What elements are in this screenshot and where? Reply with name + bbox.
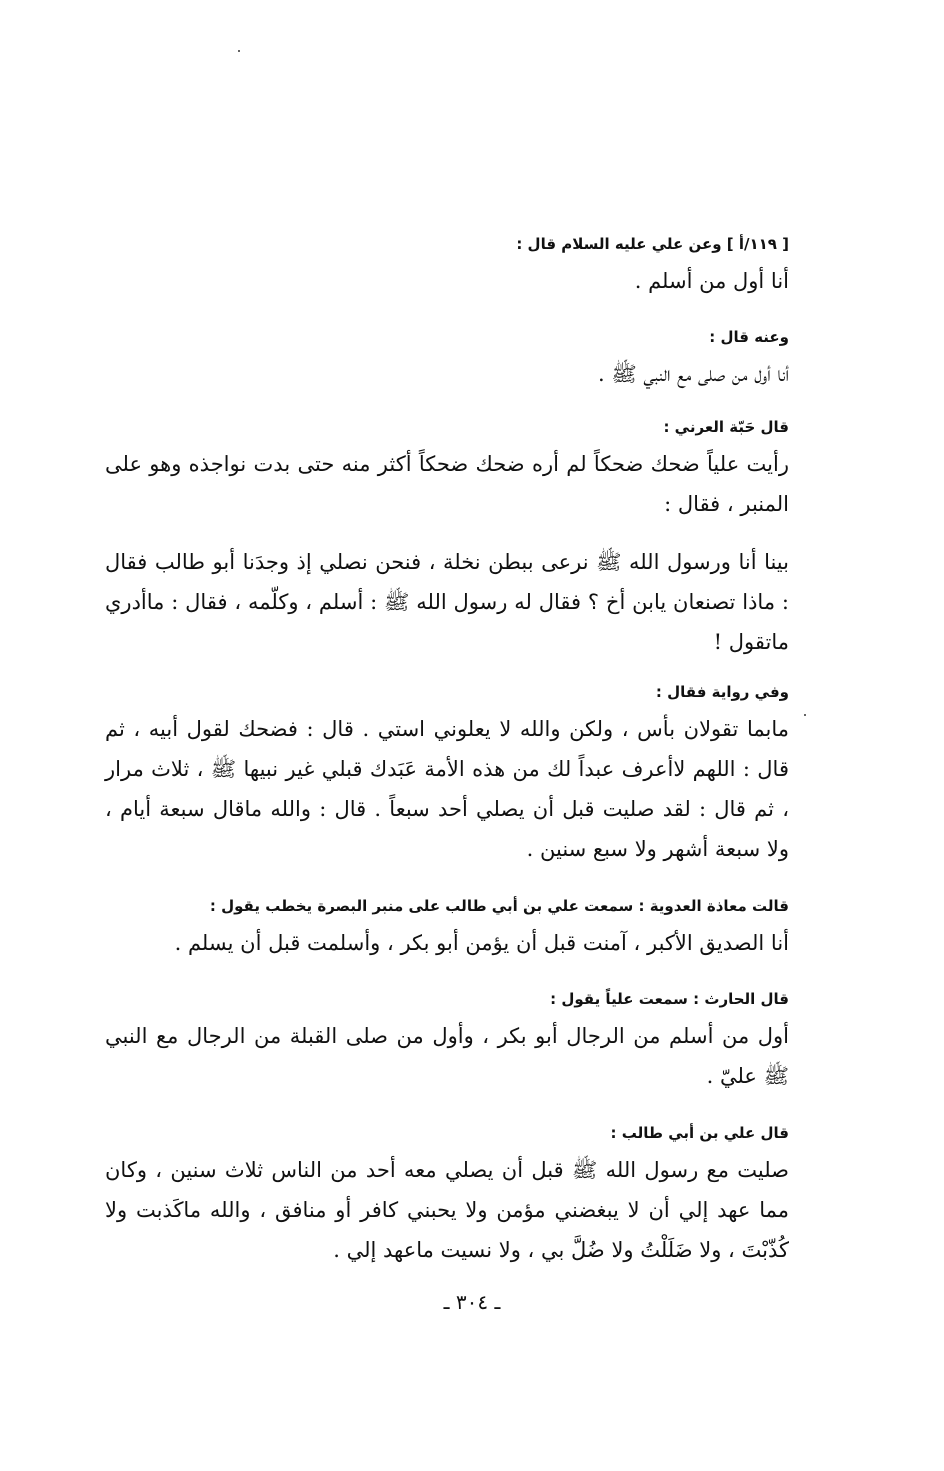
section-7	[105, 1122, 789, 1270]
section-6	[105, 988, 789, 1096]
page-number: ـ ٣٠٤ ـ	[443, 1290, 501, 1314]
section-heading: قال الحارث : سمعت علياً يقول :	[550, 990, 789, 1008]
section-text: أنا الصديق الأكبر ، آمنت قبل أن يؤمن أبو بكر ، وأسلمت قبل أن يسلم .	[174, 931, 789, 955]
section-text: أنا أول من أسلم .	[634, 269, 789, 293]
section-heading: قال حَبّة العرني :	[663, 418, 789, 436]
section-heading: وعنه قال :	[709, 328, 789, 346]
scan-speck	[804, 714, 806, 716]
section-heading: قالت معاذة العدوية : سمعت علي بن أبي طالب على منبر البصرة يخطب يقول :	[209, 897, 789, 915]
section-text: صليت مع رسول الله ﷺ قبل أن يصلي معه أحد من الناس ثلاث سنين ، وكان مما عهد إلي أن لا يبغضني مؤمن ولا يحبني كافر أو منافق ، والله ماكَذبت ولا كُذّبْتَ ، ولا ضَلَلْتُ ولا ضُلَّ بي ، ولا نسيت ماعهد إلي .	[105, 1158, 789, 1262]
section-1	[105, 233, 789, 301]
section-heading: [ ١١٩/أ ] وعن علي عليه السلام قال :	[516, 235, 789, 253]
scan-speck	[238, 50, 240, 52]
section-text: أول من أسلم من الرجال أبو بكر ، وأول من صلى القبلة من الرجال مع النبي ﷺ عليّ .	[105, 1024, 789, 1088]
section-paragraph: بينا أنا ورسول الله ﷺ نرعى ببطن نخلة ، فنحن نصلي إذ وجدَنا أبو طالب فقال : ماذا تصنعان يابن أخ ؟ فقال له رسول الله ﷺ : أسلم ، وكلّمه ، فقال : ماأدري ماتقول !	[105, 550, 789, 654]
section-heading: قال علي بن أبي طالب :	[610, 1124, 789, 1142]
section-5	[105, 895, 789, 963]
section-2	[105, 326, 789, 394]
section-text: مابما تقولان بأس ، ولكن والله لا يعلوني استي . قال : فضحك لقول أبيه ، ثم قال : اللهم لاأعرف عبداً لك من هذه الأمة عَبَدك قبلي غير نبيها ﷺ ، ثلاث مرار ، ثم قال : لقد صليت قبل أن يصلي أحد سبعاً . قال : والله ماقال سبعة أيام ، ولا سبعة أشهر ولا سبع سنين .	[105, 717, 789, 861]
section-text: أنا أول من صلى مع النبي ﷺ .	[597, 362, 789, 386]
section-heading: وفي رواية فقال :	[655, 683, 789, 701]
section-4	[105, 681, 789, 869]
section-3	[105, 416, 789, 662]
section-paragraph: رأيت علياً ضحك ضحكاً لم أره ضحك ضحكاً أكثر منه حتى بدت نواجذه وهو على المنبر ، فقال :	[105, 452, 789, 516]
